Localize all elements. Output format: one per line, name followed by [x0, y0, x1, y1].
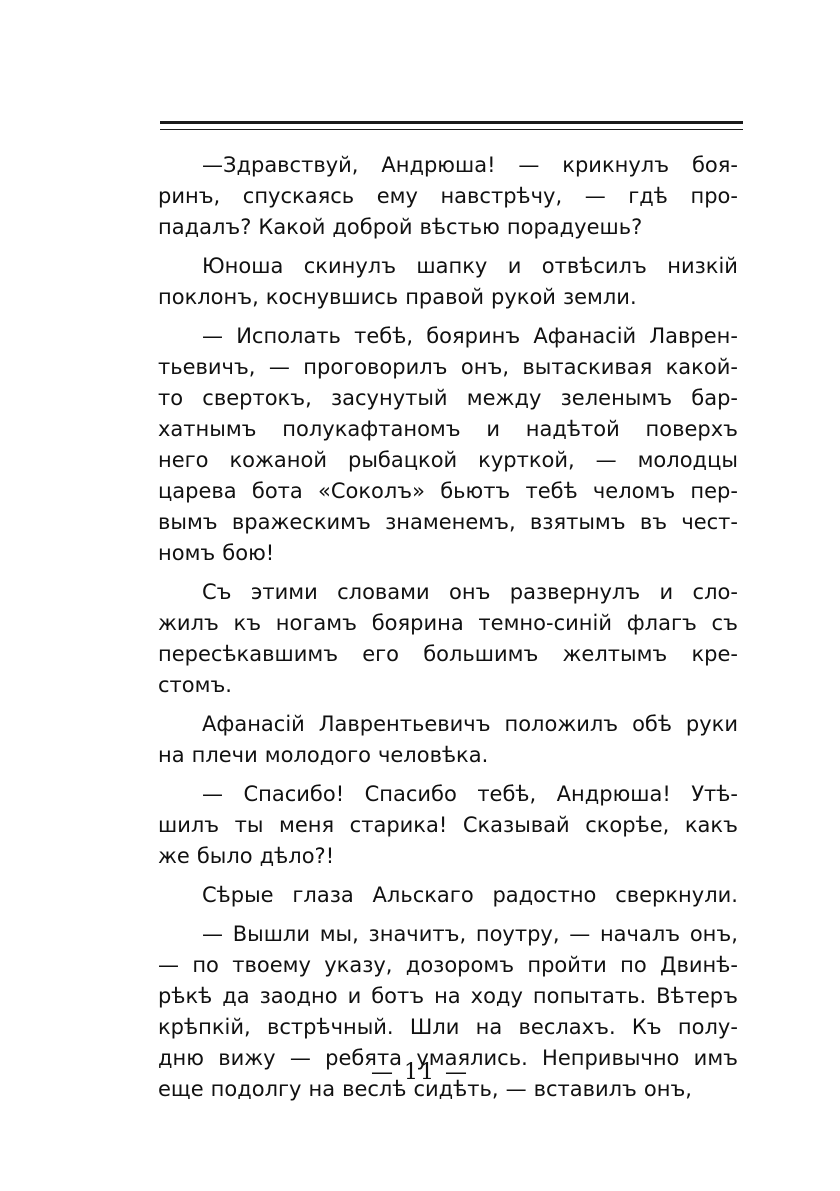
text-line: Сѣрые глаза Альскаго радостно сверкнули. [202, 883, 738, 907]
text-line: шилъ ты меня старика! Сказывай скорѣе, какъ [158, 813, 738, 837]
text-line: то свертокъ, засунутый между зеленымъ бар- [158, 386, 738, 410]
text-line: Афанасій Лаврентьевичъ положилъ обѣ руки [202, 712, 738, 736]
paragraph [158, 150, 738, 243]
text-line: стомъ. [158, 673, 232, 697]
text-line: Съ этими словами онъ развернулъ и сло- [202, 580, 738, 604]
text-line: царева бота «Соколъ» бьютъ тебѣ челомъ пер- [158, 479, 738, 503]
text-line: хатнымъ полукафтаномъ и надѣтой поверхъ [158, 417, 738, 441]
text-line: дню вижу — ребята умаялись. Непривычно имъ [158, 1046, 738, 1070]
paragraph [158, 321, 738, 569]
text-line: — Спасибо! Спасибо тебѣ, Андрюша! Утѣ- [202, 782, 738, 806]
text-line: тьевичъ, — проговорилъ онъ, вытаскивая какой- [158, 355, 738, 379]
paragraph [158, 709, 738, 771]
text-line: —Здравствуй, Андрюша! — крикнулъ боя- [202, 153, 738, 177]
text-line: жилъ къ ногамъ боярина темно-синій флагъ съ [158, 611, 738, 635]
text-line: крѣпкій, встрѣчный. Шли на веслахъ. Къ полу- [158, 1015, 738, 1039]
paragraph [158, 577, 738, 701]
paragraph [158, 880, 738, 911]
header-rule-thin [160, 129, 743, 130]
header-rule-thick [160, 121, 743, 124]
paragraph [158, 251, 738, 313]
text-line: пересѣкавшимъ его большимъ желтымъ кре- [158, 642, 738, 666]
text-line: на плечи молодого человѣка. [158, 743, 489, 767]
text-line: — по твоему указу, дозоромъ пройти по Двинѣ- [158, 953, 738, 977]
page-text [158, 150, 738, 1113]
text-line: же было дѣло?! [158, 844, 335, 868]
text-line: него кожаной рыбацкой курткой, — молодцы [158, 448, 738, 472]
paragraph [158, 779, 738, 872]
text-line: вымъ вражескимъ знаменемъ, взятымъ въ чест- [158, 510, 738, 534]
text-line: — Вышли мы, значитъ, поутру, — началъ онъ, [202, 922, 738, 946]
text-line: поклонъ, коснувшись правой рукой земли. [158, 285, 637, 309]
text-line: еще подолгу на веслѣ сидѣть, — вставилъ онъ, [158, 1077, 692, 1101]
text-line: — Исполать тебѣ, бояринъ Афанасій Лаврен- [202, 324, 738, 348]
text-line: рѣкѣ да заодно и ботъ на ходу попытать. Вѣтеръ [158, 984, 738, 1008]
text-line: ринъ, спускаясь ему навстрѣчу, — гдѣ про- [158, 184, 738, 208]
page-number: — 11 — [371, 1060, 469, 1085]
text-line: Юноша скинулъ шапку и отвѣсилъ низкій [202, 254, 738, 278]
text-line: номъ бою! [158, 541, 275, 565]
text-line: падалъ? Какой доброй вѣстью порадуешь? [158, 215, 643, 239]
